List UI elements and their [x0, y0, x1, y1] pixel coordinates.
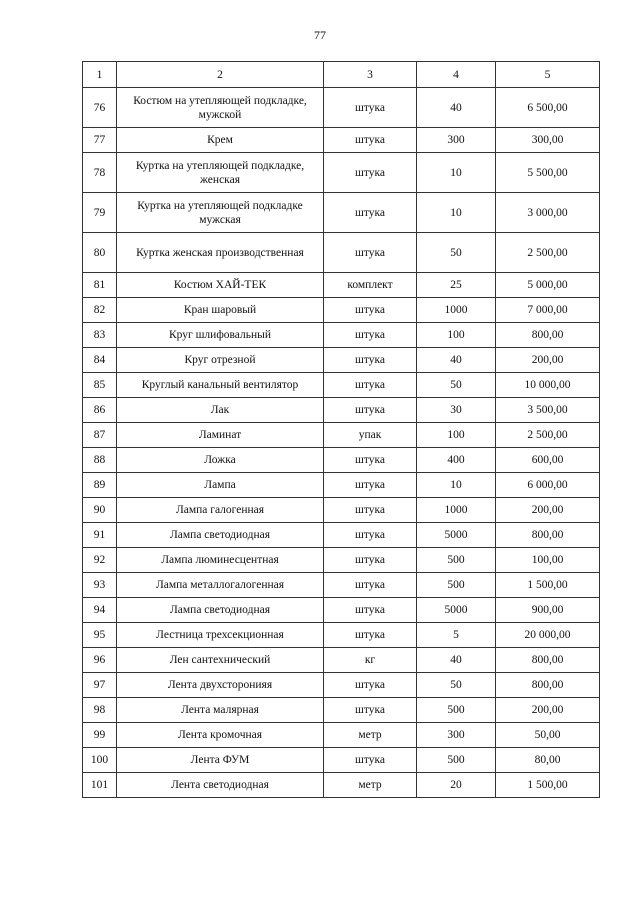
unit-cell: упак — [324, 423, 417, 448]
quantity-cell: 50 — [417, 673, 496, 698]
item-name-cell: Лампа галогенная — [117, 498, 324, 523]
item-name-cell: Лента светодиодная — [117, 773, 324, 798]
column-header-name: 2 — [117, 62, 324, 88]
table-row — [83, 598, 600, 623]
item-name-cell: Крем — [117, 128, 324, 153]
price-cell: 1 500,00 — [496, 773, 600, 798]
table-row — [83, 448, 600, 473]
row-number-cell: 98 — [83, 698, 117, 723]
row-number-cell: 96 — [83, 648, 117, 673]
price-cell: 600,00 — [496, 448, 600, 473]
quantity-cell: 1000 — [417, 498, 496, 523]
row-number-cell: 91 — [83, 523, 117, 548]
item-name-cell: Ламинат — [117, 423, 324, 448]
price-cell: 2 500,00 — [496, 233, 600, 273]
table-row — [83, 423, 600, 448]
item-name-cell: Куртка на утепляющей подкладке, женская — [117, 153, 324, 193]
table-row — [83, 773, 600, 798]
page-number: 77 — [314, 28, 326, 42]
item-name-cell: Лен сантехнический — [117, 648, 324, 673]
price-cell: 800,00 — [496, 323, 600, 348]
item-name-cell: Лента ФУМ — [117, 748, 324, 773]
price-cell: 1 500,00 — [496, 573, 600, 598]
item-name-cell: Лента малярная — [117, 698, 324, 723]
column-header-unit: 3 — [324, 62, 417, 88]
price-cell: 10 000,00 — [496, 373, 600, 398]
quantity-cell: 500 — [417, 573, 496, 598]
row-number-cell: 81 — [83, 273, 117, 298]
price-cell: 6 500,00 — [496, 88, 600, 128]
price-cell: 3 000,00 — [496, 193, 600, 233]
price-cell: 6 000,00 — [496, 473, 600, 498]
table-row — [83, 153, 600, 193]
table-row — [83, 273, 600, 298]
unit-cell: штука — [324, 233, 417, 273]
item-name-cell: Круг шлифовальный — [117, 323, 324, 348]
unit-cell: штука — [324, 128, 417, 153]
row-number-cell: 101 — [83, 773, 117, 798]
quantity-cell: 500 — [417, 548, 496, 573]
unit-cell: штука — [324, 623, 417, 648]
table-row — [83, 748, 600, 773]
table-row — [83, 373, 600, 398]
item-name-cell: Костюм ХАЙ-ТЕК — [117, 273, 324, 298]
row-number-cell: 85 — [83, 373, 117, 398]
price-cell: 800,00 — [496, 648, 600, 673]
row-number-cell: 94 — [83, 598, 117, 623]
row-number-cell: 83 — [83, 323, 117, 348]
item-name-cell: Лента двухсторонияя — [117, 673, 324, 698]
item-name-cell: Лампа светодиодная — [117, 598, 324, 623]
quantity-cell: 10 — [417, 193, 496, 233]
row-number-cell: 80 — [83, 233, 117, 273]
unit-cell: штука — [324, 548, 417, 573]
price-cell: 300,00 — [496, 128, 600, 153]
unit-cell: штука — [324, 193, 417, 233]
item-name-cell: Костюм на утепляющей подкладке, мужской — [117, 88, 324, 128]
unit-cell: штука — [324, 598, 417, 623]
column-header-number: 1 — [83, 62, 117, 88]
row-number-cell: 90 — [83, 498, 117, 523]
quantity-cell: 40 — [417, 348, 496, 373]
table-row — [83, 193, 600, 233]
unit-cell: штука — [324, 448, 417, 473]
unit-cell: штука — [324, 398, 417, 423]
price-cell: 5 500,00 — [496, 153, 600, 193]
price-cell: 7 000,00 — [496, 298, 600, 323]
unit-cell: штука — [324, 573, 417, 598]
unit-cell: штука — [324, 523, 417, 548]
table-row — [83, 498, 600, 523]
table-row — [83, 698, 600, 723]
table-row — [83, 398, 600, 423]
table-row — [83, 128, 600, 153]
row-number-cell: 77 — [83, 128, 117, 153]
table-row — [83, 298, 600, 323]
row-number-cell: 97 — [83, 673, 117, 698]
table-row — [83, 648, 600, 673]
table-row — [83, 88, 600, 128]
quantity-cell: 20 — [417, 773, 496, 798]
table-row — [83, 233, 600, 273]
item-name-cell: Кран шаровый — [117, 298, 324, 323]
row-number-cell: 93 — [83, 573, 117, 598]
item-name-cell: Куртка на утепляющей подкладке мужская — [117, 193, 324, 233]
table-row — [83, 623, 600, 648]
quantity-cell: 5000 — [417, 523, 496, 548]
quantity-cell: 40 — [417, 88, 496, 128]
quantity-cell: 50 — [417, 233, 496, 273]
unit-cell: штука — [324, 298, 417, 323]
unit-cell: штука — [324, 498, 417, 523]
row-number-cell: 89 — [83, 473, 117, 498]
table-row — [83, 573, 600, 598]
row-number-cell: 92 — [83, 548, 117, 573]
item-name-cell: Круг отрезной — [117, 348, 324, 373]
table-row — [83, 723, 600, 748]
item-name-cell: Лампа металлогалогенная — [117, 573, 324, 598]
quantity-cell: 400 — [417, 448, 496, 473]
quantity-cell: 10 — [417, 473, 496, 498]
quantity-cell: 100 — [417, 323, 496, 348]
table-header-row — [83, 62, 600, 88]
item-name-cell: Лампа светодиодная — [117, 523, 324, 548]
price-cell: 3 500,00 — [496, 398, 600, 423]
quantity-cell: 300 — [417, 128, 496, 153]
unit-cell: штука — [324, 153, 417, 193]
row-number-cell: 84 — [83, 348, 117, 373]
item-name-cell: Лестница трехсекционная — [117, 623, 324, 648]
unit-cell: штука — [324, 373, 417, 398]
row-number-cell: 99 — [83, 723, 117, 748]
column-header-quantity: 4 — [417, 62, 496, 88]
unit-cell: штука — [324, 473, 417, 498]
price-cell: 50,00 — [496, 723, 600, 748]
price-cell: 200,00 — [496, 698, 600, 723]
item-name-cell: Лак — [117, 398, 324, 423]
quantity-cell: 500 — [417, 748, 496, 773]
unit-cell: штука — [324, 323, 417, 348]
row-number-cell: 87 — [83, 423, 117, 448]
price-cell: 900,00 — [496, 598, 600, 623]
row-number-cell: 82 — [83, 298, 117, 323]
quantity-cell: 1000 — [417, 298, 496, 323]
row-number-cell: 88 — [83, 448, 117, 473]
item-name-cell: Лента кромочная — [117, 723, 324, 748]
quantity-cell: 10 — [417, 153, 496, 193]
item-name-cell: Куртка женская производственная — [117, 233, 324, 273]
row-number-cell: 100 — [83, 748, 117, 773]
item-name-cell: Ложка — [117, 448, 324, 473]
price-table — [82, 61, 600, 798]
price-cell: 800,00 — [496, 673, 600, 698]
quantity-cell: 300 — [417, 723, 496, 748]
price-cell: 2 500,00 — [496, 423, 600, 448]
table-row — [83, 348, 600, 373]
unit-cell: штука — [324, 673, 417, 698]
unit-cell: метр — [324, 723, 417, 748]
price-cell: 100,00 — [496, 548, 600, 573]
row-number-cell: 86 — [83, 398, 117, 423]
unit-cell: комплект — [324, 273, 417, 298]
row-number-cell: 95 — [83, 623, 117, 648]
unit-cell: штука — [324, 748, 417, 773]
row-number-cell: 78 — [83, 153, 117, 193]
quantity-cell: 100 — [417, 423, 496, 448]
row-number-cell: 76 — [83, 88, 117, 128]
quantity-cell: 25 — [417, 273, 496, 298]
price-cell: 20 000,00 — [496, 623, 600, 648]
row-number-cell: 79 — [83, 193, 117, 233]
item-name-cell: Лампа люминесцентная — [117, 548, 324, 573]
table-row — [83, 673, 600, 698]
quantity-cell: 30 — [417, 398, 496, 423]
quantity-cell: 40 — [417, 648, 496, 673]
price-cell: 5 000,00 — [496, 273, 600, 298]
unit-cell: штука — [324, 698, 417, 723]
column-header-price: 5 — [496, 62, 600, 88]
item-name-cell: Лампа — [117, 473, 324, 498]
price-cell: 800,00 — [496, 523, 600, 548]
price-cell: 200,00 — [496, 348, 600, 373]
table-row — [83, 323, 600, 348]
unit-cell: штука — [324, 88, 417, 128]
table-row — [83, 523, 600, 548]
quantity-cell: 50 — [417, 373, 496, 398]
item-name-cell: Круглый канальный вентилятор — [117, 373, 324, 398]
quantity-cell: 5000 — [417, 598, 496, 623]
quantity-cell: 5 — [417, 623, 496, 648]
unit-cell: штука — [324, 348, 417, 373]
table-row — [83, 548, 600, 573]
table-row — [83, 473, 600, 498]
unit-cell: кг — [324, 648, 417, 673]
price-cell: 200,00 — [496, 498, 600, 523]
price-cell: 80,00 — [496, 748, 600, 773]
unit-cell: метр — [324, 773, 417, 798]
quantity-cell: 500 — [417, 698, 496, 723]
